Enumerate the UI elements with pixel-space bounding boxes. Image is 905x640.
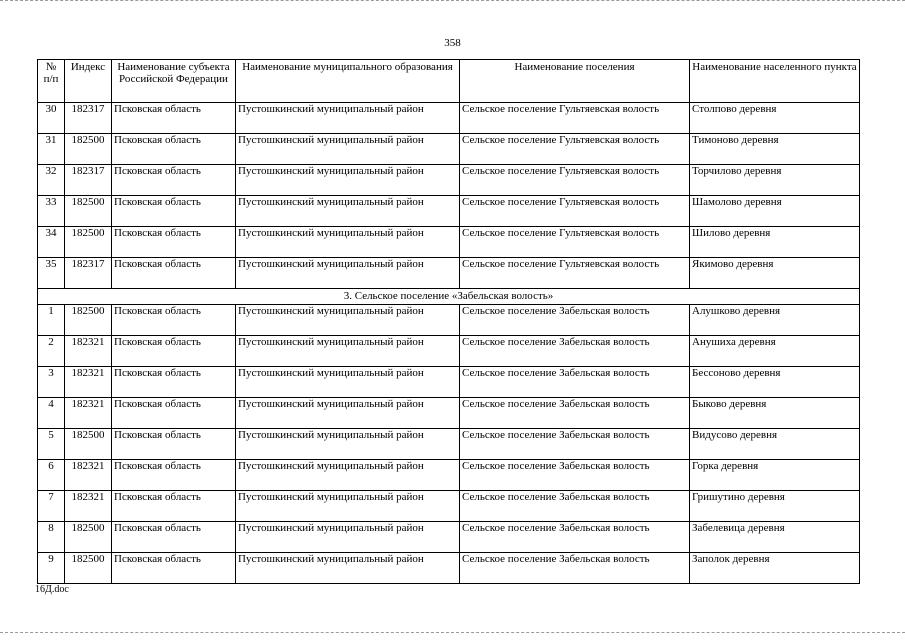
- settlements-table: [37, 59, 860, 584]
- postal-index: 182317: [65, 258, 112, 289]
- subject-name: Псковская область: [112, 196, 236, 227]
- table-row: [38, 336, 860, 367]
- table-body-gultyaevskaya: [38, 103, 860, 289]
- municipality-name: Пустошкинский муниципальный район: [236, 165, 460, 196]
- table-section: [38, 289, 860, 305]
- subject-name: Псковская область: [112, 460, 236, 491]
- section-heading: 3. Сельское поселение «Забельская волость»: [38, 289, 860, 305]
- row-number: 34: [38, 227, 65, 258]
- row-number: 35: [38, 258, 65, 289]
- settlement-name: Сельское поселение Забельская волость: [460, 553, 690, 584]
- row-number: 1: [38, 305, 65, 336]
- table-row: [38, 134, 860, 165]
- postal-index: 182500: [65, 196, 112, 227]
- scan-edge-bottom: [0, 632, 905, 636]
- table-row: [38, 258, 860, 289]
- row-number: 4: [38, 398, 65, 429]
- row-number: 8: [38, 522, 65, 553]
- postal-index: 182500: [65, 227, 112, 258]
- settlement-name: Сельское поселение Забельская волость: [460, 398, 690, 429]
- settlement-name: Сельское поселение Забельская волость: [460, 367, 690, 398]
- subject-name: Псковская область: [112, 398, 236, 429]
- settlement-name: Сельское поселение Гультяевская волость: [460, 227, 690, 258]
- subject-name: Псковская область: [112, 165, 236, 196]
- locality-name: Якимово деревня: [690, 258, 860, 289]
- settlement-name: Сельское поселение Гультяевская волость: [460, 196, 690, 227]
- settlement-name: Сельское поселение Гультяевская волость: [460, 258, 690, 289]
- footer-filename: 16Д.doc: [35, 584, 69, 595]
- settlement-name: Сельское поселение Гультяевская волость: [460, 165, 690, 196]
- locality-name: Быково деревня: [690, 398, 860, 429]
- subject-name: Псковская область: [112, 522, 236, 553]
- header-num: № п/п: [38, 60, 65, 103]
- row-number: 33: [38, 196, 65, 227]
- locality-name: Гришутино деревня: [690, 491, 860, 522]
- locality-name: Столпово деревня: [690, 103, 860, 134]
- municipality-name: Пустошкинский муниципальный район: [236, 305, 460, 336]
- locality-name: Тимоново деревня: [690, 134, 860, 165]
- municipality-name: Пустошкинский муниципальный район: [236, 460, 460, 491]
- table-row: [38, 196, 860, 227]
- postal-index: 182500: [65, 305, 112, 336]
- municipality-name: Пустошкинский муниципальный район: [236, 398, 460, 429]
- subject-name: Псковская область: [112, 134, 236, 165]
- postal-index: 182321: [65, 398, 112, 429]
- municipality-name: Пустошкинский муниципальный район: [236, 553, 460, 584]
- municipality-name: Пустошкинский муниципальный район: [236, 491, 460, 522]
- postal-index: 182317: [65, 165, 112, 196]
- table-header-row: [38, 60, 860, 103]
- subject-name: Псковская область: [112, 336, 236, 367]
- subject-name: Псковская область: [112, 429, 236, 460]
- postal-index: 182321: [65, 460, 112, 491]
- settlement-name: Сельское поселение Гультяевская волость: [460, 103, 690, 134]
- header-settlement: Наименование поселения: [460, 60, 690, 103]
- locality-name: Шамолово деревня: [690, 196, 860, 227]
- subject-name: Псковская область: [112, 553, 236, 584]
- postal-index: 182500: [65, 522, 112, 553]
- row-number: 9: [38, 553, 65, 584]
- scan-edge-top: [0, 0, 905, 4]
- municipality-name: Пустошкинский муниципальный район: [236, 134, 460, 165]
- table-row: [38, 460, 860, 491]
- locality-name: Торчилово деревня: [690, 165, 860, 196]
- table-row: [38, 429, 860, 460]
- row-number: 2: [38, 336, 65, 367]
- subject-name: Псковская область: [112, 367, 236, 398]
- municipality-name: Пустошкинский муниципальный район: [236, 258, 460, 289]
- settlement-name: Сельское поселение Забельская волость: [460, 305, 690, 336]
- settlement-name: Сельское поселение Забельская волость: [460, 460, 690, 491]
- postal-index: 182500: [65, 429, 112, 460]
- header-subject: Наименование субъекта Российской Федерации: [112, 60, 236, 103]
- table-row: [38, 367, 860, 398]
- postal-index: 182317: [65, 103, 112, 134]
- section-heading-row: [38, 289, 860, 305]
- row-number: 32: [38, 165, 65, 196]
- locality-name: Заполок деревня: [690, 553, 860, 584]
- locality-name: Видусово деревня: [690, 429, 860, 460]
- table-row: [38, 103, 860, 134]
- locality-name: Шилово деревня: [690, 227, 860, 258]
- header-locality: Наименование населенного пункта: [690, 60, 860, 103]
- row-number: 7: [38, 491, 65, 522]
- locality-name: Бессоново деревня: [690, 367, 860, 398]
- postal-index: 182321: [65, 491, 112, 522]
- header-municipality: Наименование муниципального образования: [236, 60, 460, 103]
- municipality-name: Пустошкинский муниципальный район: [236, 336, 460, 367]
- subject-name: Псковская область: [112, 305, 236, 336]
- subject-name: Псковская область: [112, 103, 236, 134]
- municipality-name: Пустошкинский муниципальный район: [236, 103, 460, 134]
- locality-name: Алушково деревня: [690, 305, 860, 336]
- row-number: 30: [38, 103, 65, 134]
- table-row: [38, 491, 860, 522]
- settlement-name: Сельское поселение Забельская волость: [460, 429, 690, 460]
- settlement-name: Сельское поселение Забельская волость: [460, 336, 690, 367]
- locality-name: Горка деревня: [690, 460, 860, 491]
- postal-index: 182500: [65, 134, 112, 165]
- subject-name: Псковская область: [112, 227, 236, 258]
- municipality-name: Пустошкинский муниципальный район: [236, 227, 460, 258]
- page-number: 358: [444, 37, 461, 49]
- settlement-name: Сельское поселение Гультяевская волость: [460, 134, 690, 165]
- municipality-name: Пустошкинский муниципальный район: [236, 196, 460, 227]
- postal-index: 182500: [65, 553, 112, 584]
- municipality-name: Пустошкинский муниципальный район: [236, 429, 460, 460]
- municipality-name: Пустошкинский муниципальный район: [236, 522, 460, 553]
- settlement-name: Сельское поселение Забельская волость: [460, 491, 690, 522]
- postal-index: 182321: [65, 367, 112, 398]
- municipality-name: Пустошкинский муниципальный район: [236, 367, 460, 398]
- row-number: 5: [38, 429, 65, 460]
- row-number: 31: [38, 134, 65, 165]
- settlement-name: Сельское поселение Забельская волость: [460, 522, 690, 553]
- subject-name: Псковская область: [112, 491, 236, 522]
- table-row: [38, 522, 860, 553]
- table-row: [38, 553, 860, 584]
- row-number: 3: [38, 367, 65, 398]
- table-row: [38, 398, 860, 429]
- row-number: 6: [38, 460, 65, 491]
- postal-index: 182321: [65, 336, 112, 367]
- locality-name: Забелевица деревня: [690, 522, 860, 553]
- table-row: [38, 227, 860, 258]
- table-row: [38, 165, 860, 196]
- header-index: Индекс: [65, 60, 112, 103]
- locality-name: Анушиха деревня: [690, 336, 860, 367]
- subject-name: Псковская область: [112, 258, 236, 289]
- table-row: [38, 305, 860, 336]
- table-body-zabelskaya: [38, 305, 860, 584]
